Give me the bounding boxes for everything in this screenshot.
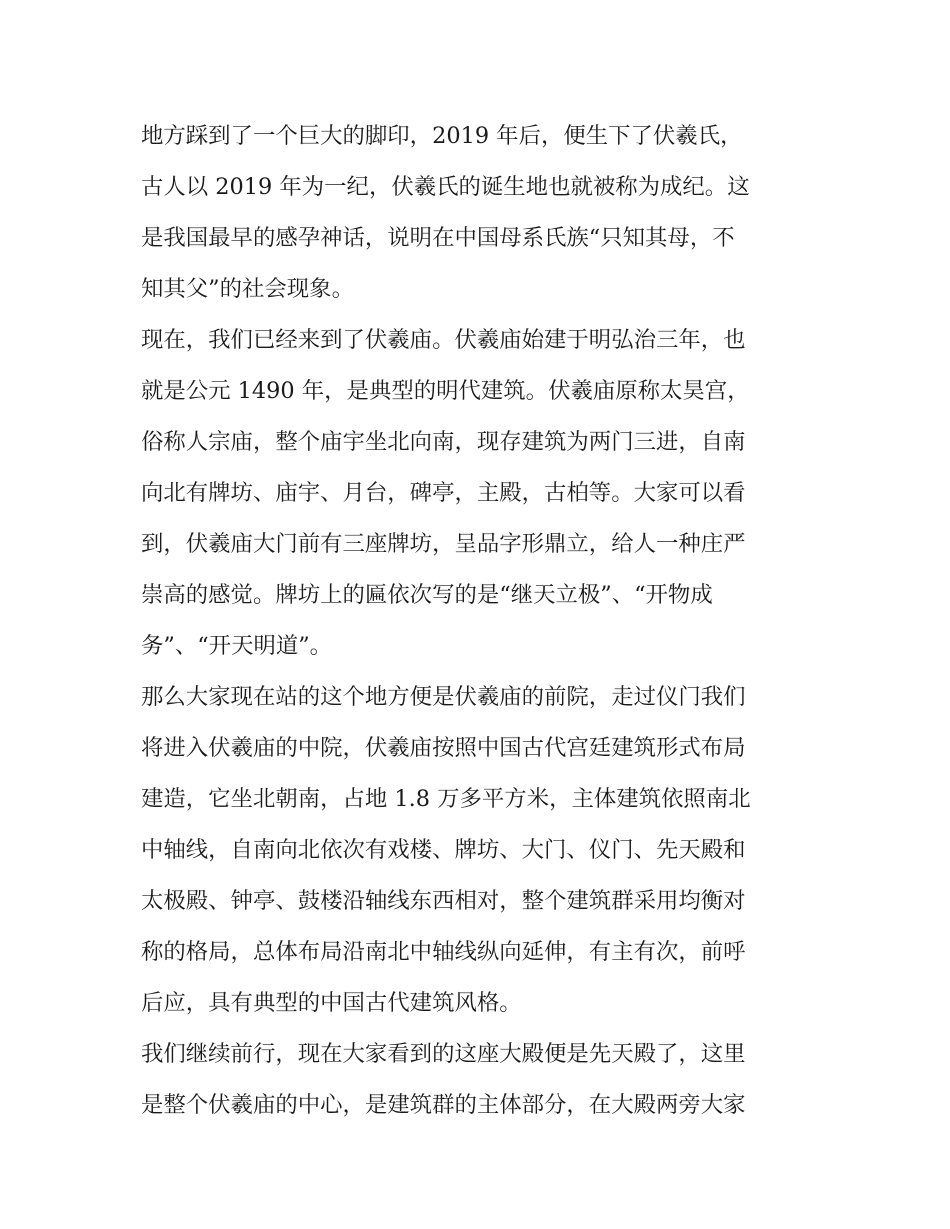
text-line: 知其父”的社会现象。 xyxy=(141,276,354,302)
text-line: 古人以 2019 年为一纪，伏羲氏的诞生地也就被称为成纪。这 xyxy=(141,174,750,200)
text-line: 太极殿、钟亭、鼓楼沿轴线东西相对，整个建筑群采用均衡对 xyxy=(141,888,746,914)
text-line: 将进入伏羲庙的中院，伏羲庙按照中国古代宫廷建筑形式布局 xyxy=(141,735,746,761)
text-line: 那么大家现在站的这个地方便是伏羲庙的前院，走过仪门我们 xyxy=(141,684,746,710)
text-line: 就是公元 1490 年，是典型的明代建筑。伏羲庙原称太昊宫， xyxy=(141,378,750,404)
text-line: 现在，我们已经来到了伏羲庙。伏羲庙始建于明弘治三年，也 xyxy=(141,327,746,353)
text-line: 到，伏羲庙大门前有三座牌坊，呈品字形鼎立，给人一种庄严 xyxy=(141,531,746,557)
text-line: 中轴线，自南向北依次有戏楼、牌坊、大门、仪门、先天殿和 xyxy=(141,837,746,863)
text-line: 向北有牌坊、庙宇、月台，碑亭，主殿，古柏等。大家可以看 xyxy=(141,480,746,506)
text-line: 称的格局，总体布局沿南北中轴线纵向延伸，有主有次，前呼 xyxy=(141,939,746,965)
text-line: 我们继续前行，现在大家看到的这座大殿便是先天殿了，这里 xyxy=(141,1041,746,1067)
text-line: 是我国最早的感孕神话，说明在中国母系氏族“只知其母，不 xyxy=(141,225,735,251)
document-body-text xyxy=(141,111,831,1131)
text-line: 后应，具有典型的中国古代建筑风格。 xyxy=(141,990,522,1016)
text-line: 是整个伏羲庙的中心，是建筑群的主体部分，在大殿两旁大家 xyxy=(141,1092,746,1118)
text-line: 建造，它坐北朝南，占地 1.8 万多平方米，主体建筑依照南北 xyxy=(141,786,751,812)
text-line: 俗称人宗庙，整个庙宇坐北向南，现存建筑为两门三进，自南 xyxy=(141,429,746,455)
text-line: 地方踩到了一个巨大的脚印，2019 年后，便生下了伏羲氏， xyxy=(141,123,743,149)
text-line: 崇高的感觉。牌坊上的匾依次写的是“继天立极”、“开物成 xyxy=(141,582,713,608)
text-line: 务”、“开天明道”。 xyxy=(141,633,333,659)
